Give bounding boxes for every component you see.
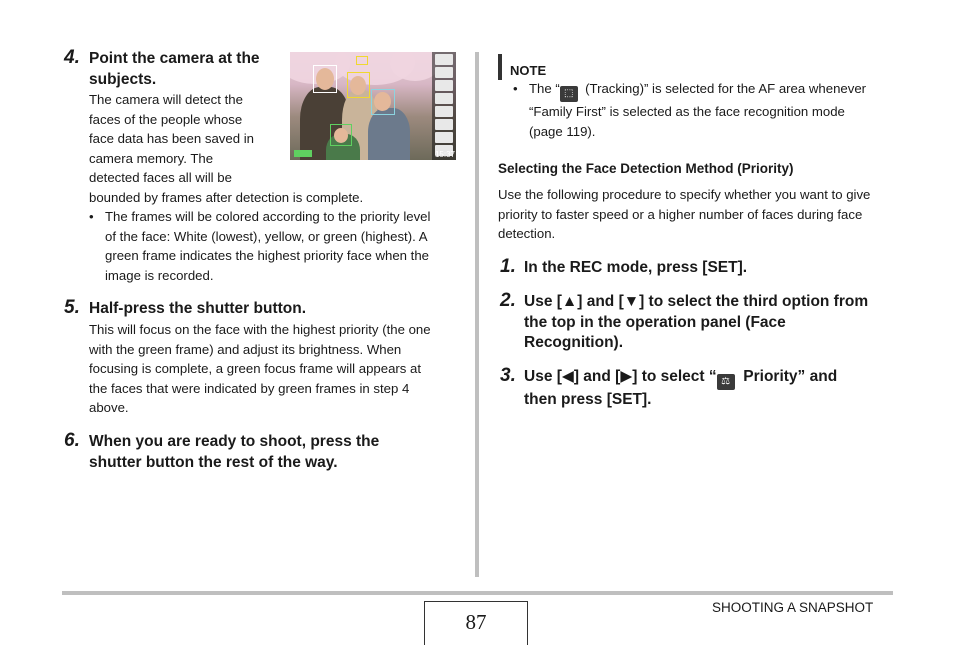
photo-time: 15:37 [434,150,455,159]
step-number: 2. [500,290,516,311]
face-frame-white [313,65,337,93]
bullet-item: • The frames will be colored according to the priority level of the face: White (lowest), yellow, or green (highest). A green frame indicates the highest priority face when the image is recorded. [89,209,431,283]
focus-mark-icon [356,56,368,65]
note-label: NOTE [510,63,547,78]
note-bar [498,54,502,80]
step-title: Point the camera at the subjects. [89,50,260,88]
step-title: Half-press the shutter button. [89,300,307,317]
step-number: 5. [64,297,80,318]
step-number: 6. [64,430,80,451]
section-intro: Use the following procedure to specify whether you want to give priority to faster speed or a higher number of faces during face detection. [498,187,871,241]
note-bullet: • The “ ⬚ (Tracking)” is selected for the AF area whenever “Family First” is selected as the face recognition mode (page 119). [513,81,867,139]
camera-screen-photo [290,52,456,160]
step-title: Use [▲] and [▼] to select the third option from the top in the operation panel (Face Recognition). [524,293,869,351]
step-number: 3. [500,365,516,386]
page-number: 87 [424,601,528,645]
footer-rule [62,591,893,595]
bullet-dot: • [89,209,94,224]
priority-icon: ⚖ [717,374,735,390]
step-number: 4. [64,47,80,68]
section-footer-label: SHOOTING A SNAPSHOT [712,600,874,615]
battery-icon [294,150,312,157]
face-frame-yellow [347,72,370,98]
step-title: When you are ready to shoot, press the shutter button the rest of the way. [89,433,380,471]
step-title: In the REC mode, press [SET]. [524,259,748,276]
step-number: 1. [500,256,516,277]
section-title: Selecting the Face Detection Method (Priority) [498,161,794,176]
face-frame [371,89,395,115]
camera-osd-panel [432,52,456,160]
step-body: The camera will detect the faces of the people whose face data has been saved in camera memory. The detected faces all will be bounded by frames after detection is complete. [89,92,364,205]
step-body: This will focus on the face with the highest priority (the one with the green frame) and adjust its brightness. When focusing is complete, a green focus frame will appears at the faces that were indicated by green frames in step 4 above. [89,322,431,415]
step-title: Use [◀] and [▶] to select “ ⚖ Priority” and then press [SET]. [524,368,838,408]
face-frame-green [330,124,352,146]
tracking-icon: ⬚ [560,86,578,102]
column-divider [475,52,479,577]
